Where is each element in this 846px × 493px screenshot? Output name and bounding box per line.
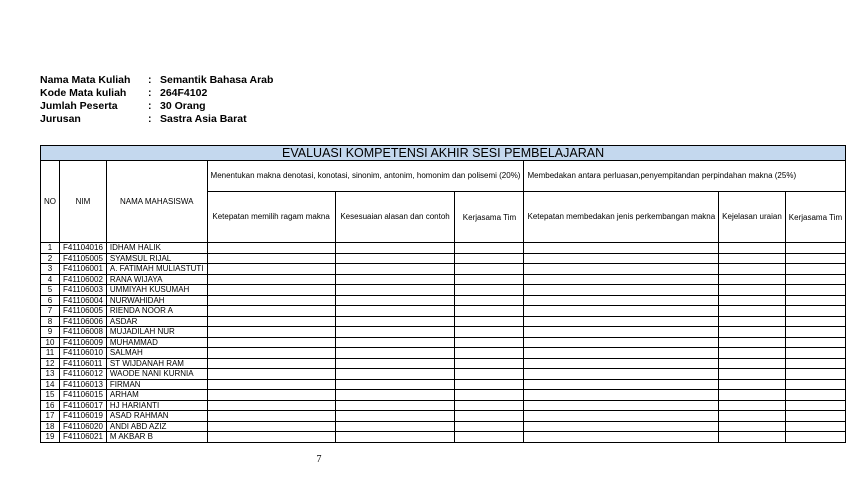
cell-score — [524, 400, 719, 411]
info-label: Kode Mata kuliah — [40, 87, 127, 99]
cell-score — [785, 432, 845, 443]
cell-score — [719, 253, 786, 264]
info-value: Sastra Asia Barat — [160, 113, 247, 125]
cell-score — [719, 379, 786, 390]
cell-score — [524, 411, 719, 422]
cell-score — [455, 295, 524, 306]
cell-nim: F41106013 — [60, 379, 107, 390]
cell-no: 15 — [41, 390, 60, 401]
cell-no: 6 — [41, 295, 60, 306]
table-row — [41, 421, 846, 432]
cell-score — [455, 243, 524, 254]
cell-score — [207, 243, 335, 254]
cell-score — [524, 306, 719, 317]
cell-score — [524, 274, 719, 285]
cell-score — [719, 411, 786, 422]
cell-nim: F41106008 — [60, 327, 107, 338]
cell-score — [455, 400, 524, 411]
cell-score — [524, 295, 719, 306]
cell-score — [785, 390, 845, 401]
cell-score — [207, 327, 335, 338]
cell-score — [524, 253, 719, 264]
cell-score — [524, 327, 719, 338]
cell-name: WAODE NANI KURNIA — [106, 369, 207, 380]
cell-score — [335, 337, 455, 348]
cell-nim: F41106009 — [60, 337, 107, 348]
table-title: EVALUASI KOMPETENSI AKHIR SESI PEMBELAJARAN — [41, 146, 846, 161]
cell-score — [335, 253, 455, 264]
page-number: 7 — [316, 454, 322, 465]
cell-score — [455, 369, 524, 380]
course-info — [40, 74, 273, 126]
cell-score — [719, 400, 786, 411]
cell-score — [785, 348, 845, 359]
cell-nim: F41106004 — [60, 295, 107, 306]
cell-score — [785, 306, 845, 317]
table-row — [41, 274, 846, 285]
cell-nim: F41106019 — [60, 411, 107, 422]
cell-score — [785, 369, 845, 380]
cell-name: MUJADILAH NUR — [106, 327, 207, 338]
cell-no: 13 — [41, 369, 60, 380]
cell-score — [335, 306, 455, 317]
table-row — [41, 432, 846, 443]
cell-score — [335, 316, 455, 327]
cell-score — [207, 432, 335, 443]
cell-score — [207, 390, 335, 401]
cell-score — [455, 253, 524, 264]
cell-score — [207, 379, 335, 390]
table-row — [41, 348, 846, 359]
cell-score — [785, 358, 845, 369]
header-group-2: Membedakan antara perluasan,penyempitandan perpindahan makna (25%) — [524, 161, 846, 192]
cell-no: 11 — [41, 348, 60, 359]
header-sub-4: Ketepatan membedakan jenis perkembangan makna — [524, 192, 719, 243]
cell-no: 9 — [41, 327, 60, 338]
cell-no: 14 — [41, 379, 60, 390]
table-row — [41, 285, 846, 296]
cell-name: ASDAR — [106, 316, 207, 327]
cell-score — [335, 285, 455, 296]
cell-score — [335, 243, 455, 254]
cell-score — [455, 337, 524, 348]
cell-score — [524, 421, 719, 432]
cell-name: SALMAH — [106, 348, 207, 359]
cell-score — [455, 274, 524, 285]
cell-score — [785, 243, 845, 254]
info-row — [40, 113, 273, 126]
header-group-1: Menentukan makna denotasi, konotasi, sinonim, antonim, homonim dan polisemi (20%) — [207, 161, 524, 192]
cell-score — [524, 264, 719, 275]
cell-score — [524, 285, 719, 296]
cell-score — [335, 358, 455, 369]
cell-score — [719, 306, 786, 317]
cell-no: 1 — [41, 243, 60, 254]
cell-score — [455, 421, 524, 432]
info-label: Jumlah Peserta — [40, 100, 118, 112]
cell-no: 18 — [41, 421, 60, 432]
header-no: NO — [41, 161, 60, 243]
cell-score — [719, 369, 786, 380]
table-row — [41, 264, 846, 275]
cell-no: 2 — [41, 253, 60, 264]
cell-score — [785, 411, 845, 422]
cell-score — [335, 432, 455, 443]
cell-score — [719, 274, 786, 285]
table-row — [41, 253, 846, 264]
cell-no: 5 — [41, 285, 60, 296]
cell-score — [719, 421, 786, 432]
cell-name: RANA WIJAYA — [106, 274, 207, 285]
cell-score — [335, 379, 455, 390]
header-sub-2: Kesesuaian alasan dan contoh — [335, 192, 455, 243]
cell-score — [524, 348, 719, 359]
cell-score — [719, 358, 786, 369]
cell-score — [785, 316, 845, 327]
cell-no: 3 — [41, 264, 60, 275]
cell-score — [455, 264, 524, 275]
cell-score — [455, 306, 524, 317]
cell-score — [719, 264, 786, 275]
cell-score — [719, 390, 786, 401]
cell-score — [207, 295, 335, 306]
cell-score — [785, 327, 845, 338]
cell-score — [719, 295, 786, 306]
cell-score — [207, 306, 335, 317]
cell-score — [335, 348, 455, 359]
table-row — [41, 379, 846, 390]
table-row — [41, 411, 846, 422]
cell-name: UMMIYAH KUSUMAH — [106, 285, 207, 296]
cell-nim: F41106005 — [60, 306, 107, 317]
info-value: 264F4102 — [160, 87, 208, 99]
evaluation-table — [40, 145, 846, 443]
info-value: Semantik Bahasa Arab — [160, 74, 274, 86]
cell-no: 8 — [41, 316, 60, 327]
table-row — [41, 316, 846, 327]
cell-name: RIENDA NOOR A — [106, 306, 207, 317]
cell-no: 17 — [41, 411, 60, 422]
cell-score — [719, 243, 786, 254]
cell-score — [785, 274, 845, 285]
cell-name: FIRMAN — [106, 379, 207, 390]
cell-score — [455, 348, 524, 359]
header-nim: NIM — [60, 161, 107, 243]
cell-score — [524, 358, 719, 369]
cell-score — [207, 358, 335, 369]
cell-score — [524, 337, 719, 348]
cell-score — [719, 348, 786, 359]
cell-score — [207, 400, 335, 411]
cell-score — [455, 358, 524, 369]
cell-score — [335, 390, 455, 401]
cell-score — [785, 295, 845, 306]
cell-score — [785, 264, 845, 275]
cell-name: M AKBAR B — [106, 432, 207, 443]
cell-nim: F41106015 — [60, 390, 107, 401]
cell-nim: F41104016 — [60, 243, 107, 254]
cell-score — [455, 390, 524, 401]
header-nama: NAMA MAHASISWA — [106, 161, 207, 243]
table-row — [41, 243, 846, 254]
cell-name: MUHAMMAD — [106, 337, 207, 348]
cell-score — [785, 253, 845, 264]
cell-score — [719, 432, 786, 443]
table-row — [41, 358, 846, 369]
cell-name: ARHAM — [106, 390, 207, 401]
info-row — [40, 87, 273, 100]
cell-no: 16 — [41, 400, 60, 411]
cell-nim: F41106012 — [60, 369, 107, 380]
table-row — [41, 337, 846, 348]
cell-name: A. FATIMAH MULIASTUTI — [106, 264, 207, 275]
info-label: Jurusan — [40, 113, 81, 125]
header-sub-3: Kerjasama Tim — [455, 192, 524, 243]
cell-score — [455, 285, 524, 296]
table-row — [41, 400, 846, 411]
cell-score — [335, 264, 455, 275]
cell-score — [719, 285, 786, 296]
cell-no: 12 — [41, 358, 60, 369]
cell-nim: F41106017 — [60, 400, 107, 411]
header-sub-1: Ketepatan memilih ragam makna — [207, 192, 335, 243]
cell-nim: F41106010 — [60, 348, 107, 359]
cell-score — [455, 379, 524, 390]
cell-score — [719, 337, 786, 348]
info-colon: : — [148, 74, 152, 86]
cell-nim: F41106020 — [60, 421, 107, 432]
cell-score — [335, 421, 455, 432]
cell-no: 10 — [41, 337, 60, 348]
cell-score — [785, 285, 845, 296]
cell-score — [455, 327, 524, 338]
cell-score — [207, 285, 335, 296]
cell-name: SYAMSUL RIJAL — [106, 253, 207, 264]
cell-nim: F41106001 — [60, 264, 107, 275]
cell-nim: F41106002 — [60, 274, 107, 285]
cell-no: 4 — [41, 274, 60, 285]
cell-name: ASAD RAHMAN — [106, 411, 207, 422]
table-row — [41, 306, 846, 317]
cell-score — [524, 316, 719, 327]
table-row — [41, 295, 846, 306]
cell-score — [785, 400, 845, 411]
cell-score — [785, 337, 845, 348]
cell-name: ANDI ABD AZIZ — [106, 421, 207, 432]
info-colon: : — [148, 100, 152, 112]
info-value: 30 Orang — [160, 100, 206, 112]
cell-score — [335, 327, 455, 338]
cell-score — [524, 369, 719, 380]
cell-name: IDHAM HALIK — [106, 243, 207, 254]
cell-score — [524, 379, 719, 390]
cell-score — [524, 390, 719, 401]
cell-name: ST WIJDANAH RAM — [106, 358, 207, 369]
cell-score — [335, 411, 455, 422]
table-row — [41, 327, 846, 338]
table-row — [41, 369, 846, 380]
cell-score — [785, 379, 845, 390]
cell-nim: F41105005 — [60, 253, 107, 264]
cell-score — [207, 316, 335, 327]
info-row — [40, 100, 273, 113]
header-sub-5: Kejelasan uraian — [719, 192, 786, 243]
cell-score — [335, 274, 455, 285]
cell-score — [455, 432, 524, 443]
cell-score — [207, 337, 335, 348]
info-row — [40, 74, 273, 87]
cell-score — [207, 348, 335, 359]
table-row — [41, 390, 846, 401]
cell-score — [207, 274, 335, 285]
cell-score — [335, 295, 455, 306]
cell-score — [524, 243, 719, 254]
cell-nim: F41106006 — [60, 316, 107, 327]
cell-score — [719, 327, 786, 338]
cell-score — [207, 411, 335, 422]
info-colon: : — [148, 113, 152, 125]
cell-score — [524, 432, 719, 443]
cell-nim: F41106003 — [60, 285, 107, 296]
cell-nim: F41106011 — [60, 358, 107, 369]
cell-score — [207, 264, 335, 275]
info-label: Nama Mata Kuliah — [40, 74, 131, 86]
cell-no: 19 — [41, 432, 60, 443]
cell-score — [335, 400, 455, 411]
header-sub-6: Kerjasama Tim — [785, 192, 845, 243]
cell-score — [719, 316, 786, 327]
cell-score — [785, 421, 845, 432]
cell-name: NURWAHIDAH — [106, 295, 207, 306]
cell-no: 7 — [41, 306, 60, 317]
cell-name: HJ HARIANTI — [106, 400, 207, 411]
cell-score — [455, 316, 524, 327]
cell-score — [207, 253, 335, 264]
cell-score — [207, 369, 335, 380]
info-colon: : — [148, 87, 152, 99]
cell-score — [207, 421, 335, 432]
cell-nim: F41106021 — [60, 432, 107, 443]
cell-score — [455, 411, 524, 422]
cell-score — [335, 369, 455, 380]
